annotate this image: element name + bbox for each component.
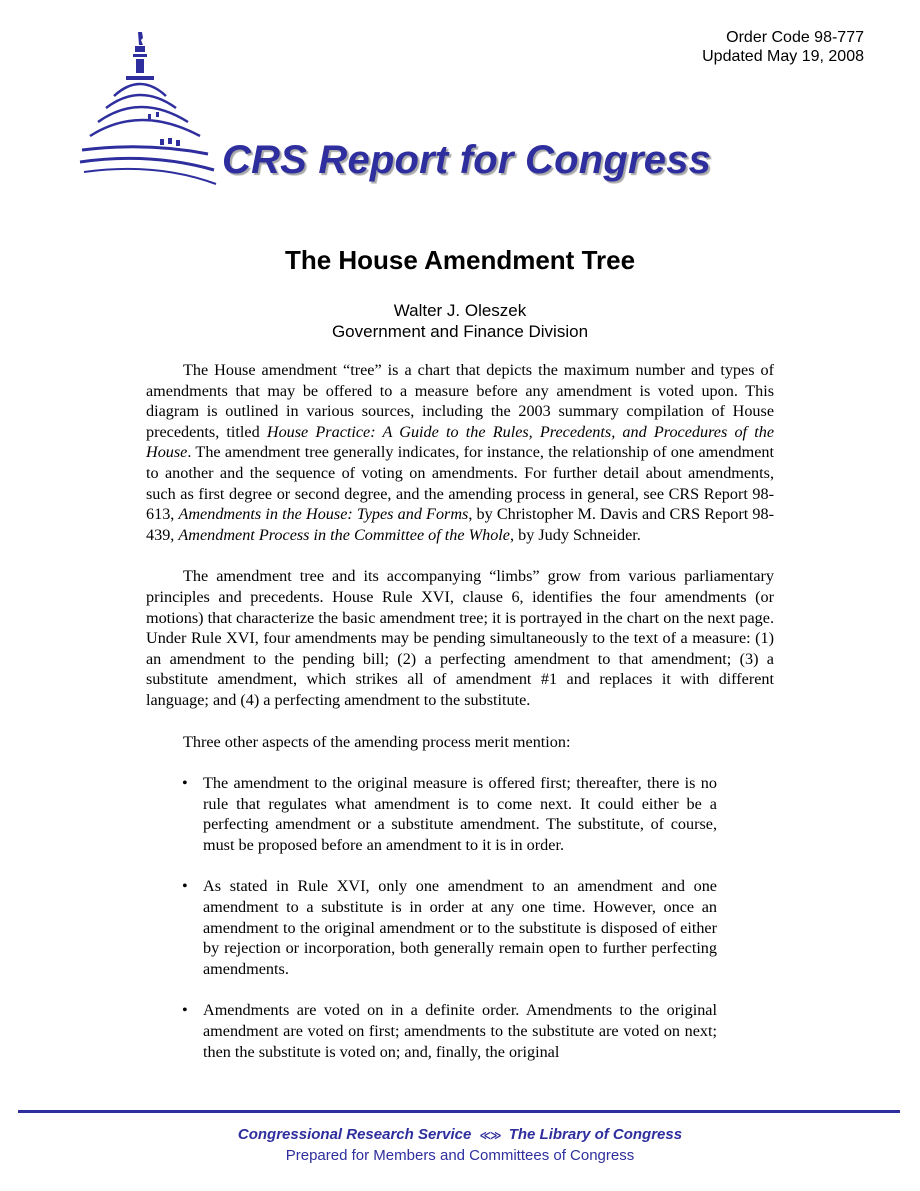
page-title: The House Amendment Tree xyxy=(284,245,636,275)
list-item xyxy=(146,1000,717,1062)
order-code-block xyxy=(702,28,864,66)
paragraph-1-text-b: . The amendment tree generally indicates, for instance, the relationship of one amendment to another and the sequence of voting on amendments. For further detail about amendments, such as first degree or second degree, and the amending process in general, see CRS Report 98-613, xyxy=(146,443,774,524)
bullet-icon: • xyxy=(182,877,188,896)
paragraph-1-citation-house-practice: House Practice: A Guide to the Rules, Precedents, and Procedures of the House xyxy=(146,422,775,462)
order-code: Order Code 98-777 xyxy=(726,29,864,46)
footer-loc: The Library of Congress xyxy=(508,1126,683,1143)
report-title: CRS Report for Congress xyxy=(222,138,712,182)
footer-line-1 xyxy=(0,1125,920,1146)
list-item xyxy=(146,773,717,855)
paragraph-1-text-d: , by Judy Schneider. xyxy=(510,525,641,544)
list-item xyxy=(146,876,717,979)
division: Government and Finance Division xyxy=(331,322,589,341)
capitol-dome-icon xyxy=(76,24,226,194)
byline xyxy=(0,300,920,342)
paragraph-1-citation-amendment-process: Amendment Process in the Committee of the Whole xyxy=(178,525,510,544)
list-item-text: Amendments are voted on in a definite order. Amendments to the original amendment are voted on first; amendments to the substitute are voted on next; then the substitute is voted on; and, finally, the original xyxy=(203,1001,717,1061)
footer xyxy=(0,1125,920,1165)
updated-date: Updated May 19, 2008 xyxy=(702,48,864,65)
bullet-icon: • xyxy=(182,774,188,793)
paragraph-1-citation-types-forms: Amendments in the House: Types and Forms xyxy=(178,505,469,524)
bullet-list xyxy=(146,773,774,1062)
paragraph-3: Three other aspects of the amending process merit mention: xyxy=(183,732,571,751)
footer-divider xyxy=(18,1110,900,1113)
footer-line-2: Prepared for Members and Committees of Congress xyxy=(285,1147,635,1164)
body-text xyxy=(146,360,774,1062)
paragraph-1-text-a: The House amendment “tree” is a chart that depicts the maximum number and types of amendments that may be offered to a measure before any amendment is voted upon. This diagram is outlined in various sources, including the 2003 summary compilation of House precedents, titled xyxy=(146,361,774,441)
list-item-text: The amendment to the original measure is offered first; thereafter, there is no rule that regulates what amendment is to come next. It could either be a perfecting amendment or a substitute amendment. The substitute, of course, must be proposed before an amendment to it is in order. xyxy=(203,774,717,854)
footer-separator-icon: ≪≫ xyxy=(479,1130,501,1142)
author: Walter J. Oleszek xyxy=(393,301,527,320)
paragraph-2: The amendment tree and its accompanying “limbs” grow from various parliamentary principles and precedents. House Rule XVI, clause 6, identifies the four amendments (or motions) that characterize the basic amendment tree; it is portrayed in the chart on the next page. Under Rule XVI, four amendments may be pending simultaneously to the text of a measure: (1) an amendment to the pending bill; (2) a perfecting amendment to that amendment; (3) a substitute amendment, which strikes all of amendment #1 and replaces it with different language; and (4) a perfecting amendment to the substitute. xyxy=(146,567,774,709)
bullet-icon: • xyxy=(182,1001,188,1020)
footer-crs: Congressional Research Service xyxy=(237,1126,472,1143)
list-item-text: As stated in Rule XVI, only one amendment to an amendment and one amendment to a substitute is in order at any one time. However, once an amendment to the original amendment or to the substitute is disposed of either by rejection or incorporation, both generally remain open to further perfecting amendments. xyxy=(203,877,717,978)
paragraph-1-text-c: , by Christopher M. Davis and CRS Report 98-439, xyxy=(146,505,775,544)
paragraph-1 xyxy=(146,360,774,545)
